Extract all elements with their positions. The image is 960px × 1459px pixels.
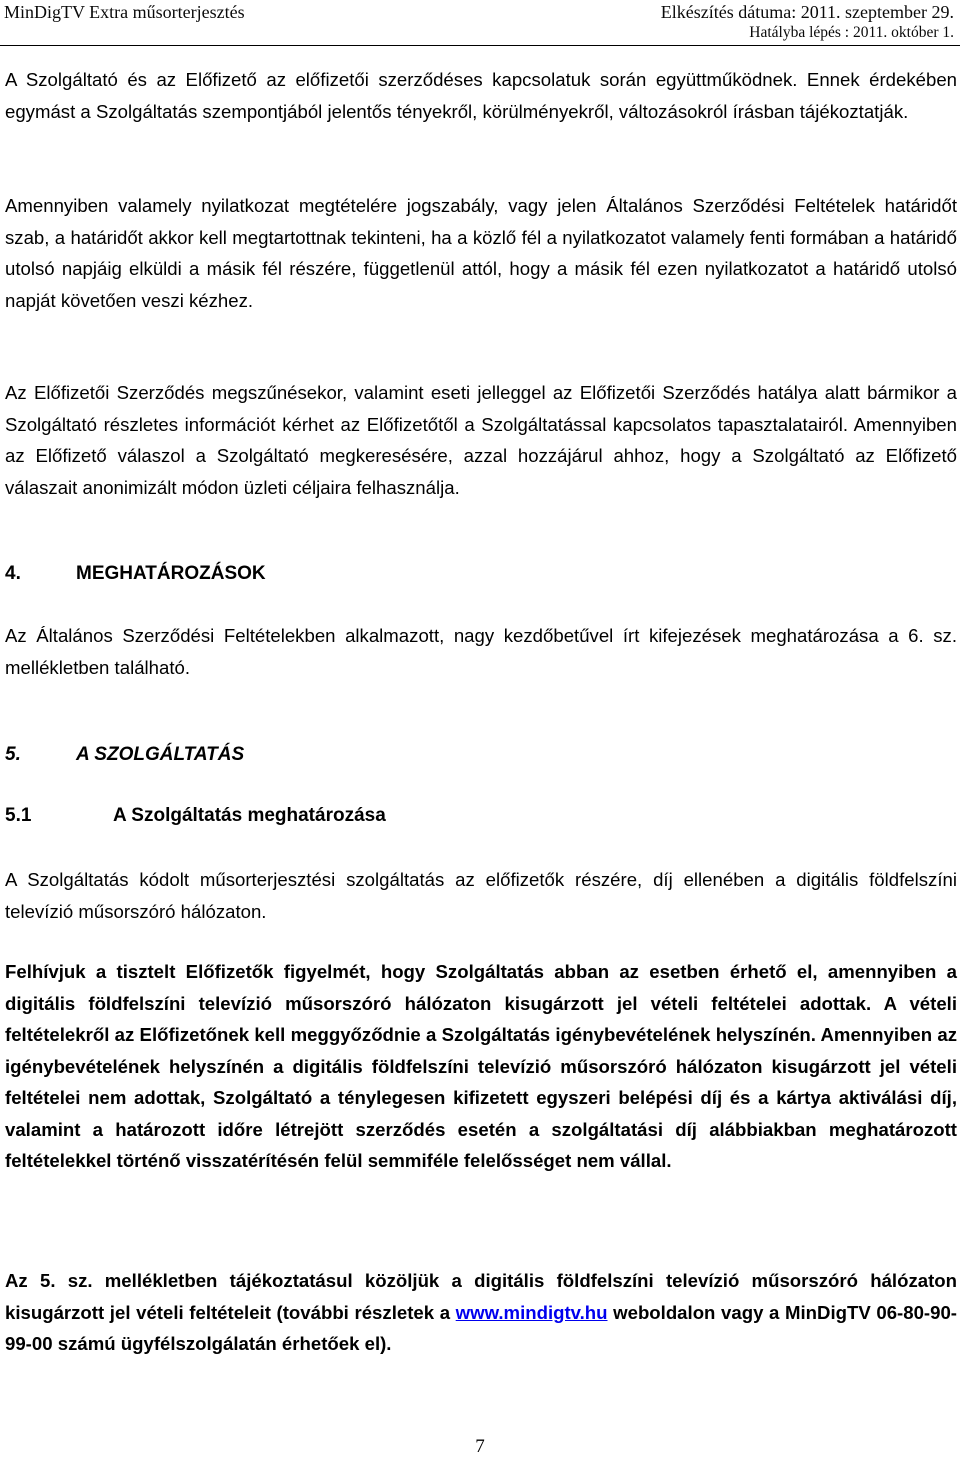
- paragraph-reception-notice: Felhívjuk a tisztelt Előfizetők figyelmét, hogy Szolgáltatás abban az esetben érhető el, amennyiben a digitális földfelszíni televízió műsorszóró hálózaton kisugárzott jel vételi feltételei adottak. A vételi feltételekről az Előfizetőnek kell meggyőződnie a Szolgáltatás igénybevételének helyszínén. Amennyiben az igénybevételének helyszínén a digitális földfelszíni televízió műsorszóró hálózaton kisugárzott jel vételi feltételei nem adottak, Szolgáltató a ténylegesen kifizetett egyszeri belépési díj és a kártya aktiválási díj, valamint a határozott időre létrejött szerződés esetén a szolgáltatási díj alábbiakban meghatározott feltételekkel történő visszatérítésén felül semmiféle felelősséget nem vállal.: [5, 961, 957, 1171]
- section-4-heading: [5, 563, 405, 591]
- page-number: 7: [475, 1436, 485, 1457]
- annex-info-text-start: Az 5. sz. mellékletben tájékoztatásul közöljük a digitális földfelszíni televízió műsorszóró hálózaton kisugárzott jel vételi feltételeit (további részletek a: [5, 1270, 957, 1323]
- header-rule: [0, 45, 960, 46]
- paragraph-feedback: Az Előfizetői Szerződés megszűnésekor, valamint eseti jelleggel az Előfizetői Szerződés hatálya alatt bármikor a Szolgáltató részletes információt kérhet az Előfizetőtől a Szolgáltatással kapcsolatos tapasztalatairól. Amennyiben az Előfizető válaszol a Szolgáltató megkeresésére, azzal hozzájárul ahhoz, hogy a Szolgáltató az Előfizető válaszait anonimizált módon üzleti céljaira felhasználja.: [5, 382, 957, 498]
- section-4-title: MEGHATÁROZÁSOK: [76, 563, 266, 584]
- header-document-title: MinDigTV Extra műsorterjesztés: [4, 2, 245, 22]
- section-5-1-title: A Szolgáltatás meghatározása: [113, 805, 386, 826]
- section-5-1-heading: [5, 805, 505, 833]
- header-creation-date: Elkészítés dátuma: 2011. szeptember 29.: [660, 2, 954, 22]
- paragraph-definitions: Az Általános Szerződési Feltételekben alkalmazott, nagy kezdőbetűvel írt kifejezések meghatározása a 6. sz. mellékletben található.: [5, 625, 957, 678]
- header-effective-date: Hatályba lépés : 2011. október 1.: [749, 24, 954, 41]
- paragraph-service-definition: A Szolgáltatás kódolt műsorterjesztési szolgáltatás az előfizetők részére, díj ellenében a digitális földfelszíni televízió műsorszóró hálózaton.: [5, 869, 957, 922]
- page-header: [0, 0, 960, 46]
- section-5-heading: [5, 744, 405, 772]
- mindigtv-link[interactable]: www.mindigtv.hu: [455, 1301, 608, 1323]
- paragraph-cooperation: A Szolgáltató és az Előfizető az előfizetői szerződéses kapcsolatuk során együttműködnek. Ennek érdekében egymást a Szolgáltatás szempontjából jelentős tényekről, körülményekről, változásokról írásban tájékoztatják.: [5, 69, 957, 122]
- annex-info-text-end: weboldalon vagy a MinDigTV 06-80-90-99-00 számú ügyfélszolgálatán érhetőek el).: [5, 1301, 957, 1354]
- paragraph-deadline: Amennyiben valamely nyilatkozat megtételére jogszabály, vagy jelen Általános Szerződési Feltételek határidőt szab, a határidőt akkor kell megtartottnak tekinteni, ha a közlő fél a nyilatkozatot valamely fenti formában a határidő utolsó napjáig elküldi a másik fél részére, függetlenül attól, hogy a másik fél ezen nyilatkozatot a határidő utolsó napját követően veszi kézhez.: [5, 195, 957, 311]
- section-5-title: A SZOLGÁLTATÁS: [76, 744, 245, 765]
- section-5-number: 5.: [5, 744, 21, 765]
- section-5-1-number: 5.1: [5, 805, 32, 826]
- paragraph-annex-info: [5, 1265, 957, 1360]
- section-4-number: 4.: [5, 563, 21, 584]
